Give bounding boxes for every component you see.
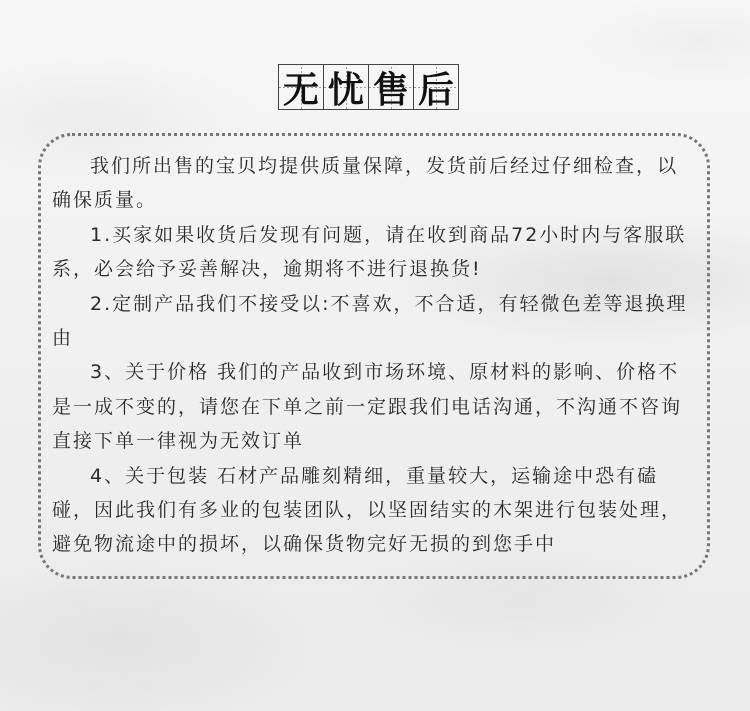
title-char: 售 [372, 69, 409, 111]
policy-item-packaging: 4、关于包装 石材产品雕刻精细，重量较大，运输途中恐有磕碰，因此我们有多业的包装团队，以坚固结实的木架进行包装处理，避免物流途中的损坏，以确保货物完好无损的到您手中 [52, 464, 683, 556]
title-char: 后 [417, 69, 454, 111]
after-sales-text [52, 149, 692, 562]
title-grid-cell [414, 65, 459, 109]
title-grid-cell [369, 65, 414, 109]
page-title [278, 64, 459, 110]
title-grid-cell [324, 65, 369, 109]
policy-item-price: 3、关于价格 我们的产品收到市场环境、原材料的影响、价格不是一成不变的，请您在下单之前一定跟我们电话沟通，不沟通不咨询直接下单一律视为无效订单 [52, 361, 683, 453]
intro-paragraph: 我们所出售的宝贝均提供质量保障，发货前后经过仔细检查，以确保质量。 [52, 155, 679, 212]
policy-item-return: 1.买家如果收货后发现有问题，请在收到商品72小时内与客服联系，必会给予妥善解决，逾期将不进行退换货! [52, 223, 687, 281]
title-char: 忧 [327, 69, 364, 111]
title-char: 无 [282, 69, 319, 111]
title-grid-cell [279, 65, 324, 109]
policy-item-custom: 2.定制产品我们不接受以:不喜欢，不合适，有轻微色差等退换理由 [52, 292, 688, 350]
